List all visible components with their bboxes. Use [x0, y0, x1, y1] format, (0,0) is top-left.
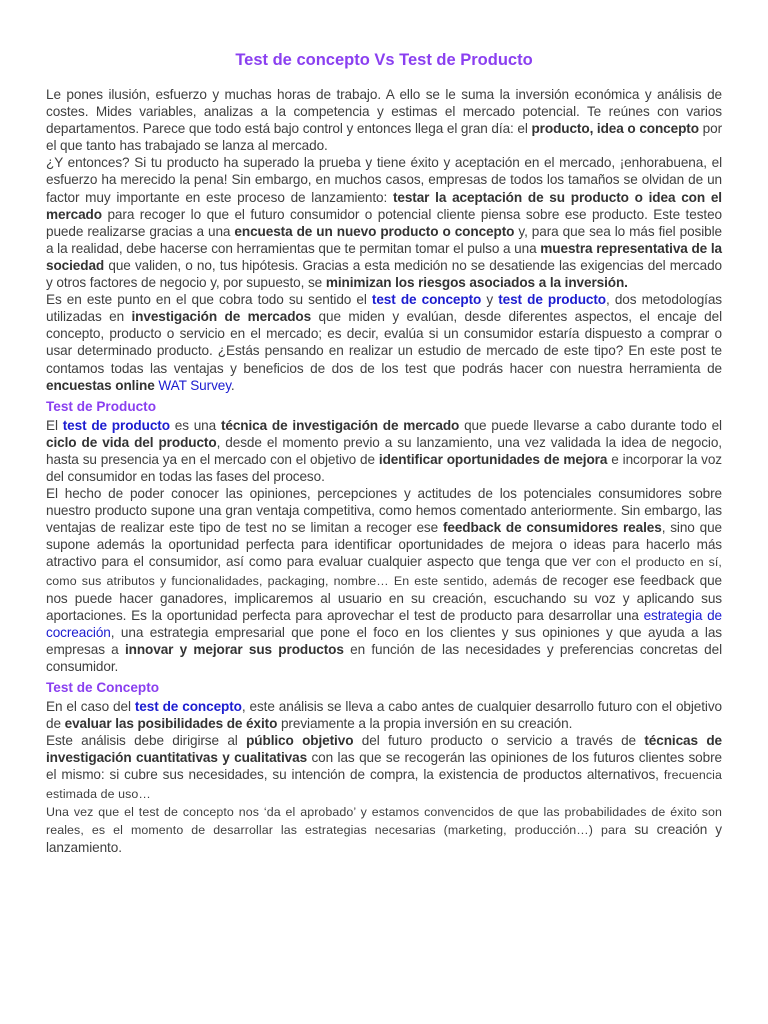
text-run: en función de las necesidades y preferencias concretas del consumidor. — [46, 641, 723, 674]
bold-text: testar la aceptación de su producto o idea con el mercado — [46, 189, 722, 222]
text-run: Este análisis debe dirigirse al — [46, 733, 247, 749]
text-run: , dos metodologías utilizadas en — [46, 292, 722, 325]
bold-text: público objetivo — [246, 733, 354, 749]
text-run: frecuencia estimada de uso… — [46, 768, 722, 801]
bold-text: encuesta de un nuevo producto o concepto — [234, 223, 515, 239]
link-test-de-concepto[interactable]: test de concepto — [134, 699, 242, 715]
text-run: El — [46, 417, 63, 433]
section-heading-test-de-concepto: Test de Concepto — [46, 680, 160, 696]
context-paragraph — [46, 154, 722, 291]
text-run: ¿Y entonces? Si tu producto ha superado la prueba y tiene éxito y aceptación en el mercado, ¡enhorabuena, el esfuerzo ha merecido la pena! Sin embargo, en muchos casos, empresas de todos los tamaños se olvidan de un factor muy importante en este proceso de lanzamiento: — [46, 155, 722, 205]
text-run: que validen, o no, tus hipótesis. Gracias a esta medición no se desatiende las exigencias del mercado y otros factores de negocio y, por supuesto, se — [46, 257, 722, 291]
bold-text: técnicas de investigación cuantitativas y cualitativas — [46, 733, 722, 766]
bold-text: encuestas online — [46, 377, 155, 393]
text-run: del futuro producto o servicio a través de — [353, 733, 645, 749]
text-run: En el caso del — [46, 699, 135, 715]
text-run: , una estrategia empresarial que pone el foco en los clientes y sus opiniones y que ayuda a las empresas a — [46, 624, 722, 657]
link-wat-survey[interactable]: WAT Survey — [158, 377, 231, 393]
text-run: con el producto en sí, como sus atributos y funcionalidades, packaging, nombre… En este sentido, además — [46, 555, 722, 588]
intro-paragraph — [46, 86, 722, 154]
link-test-de-producto[interactable]: test de producto — [498, 292, 607, 308]
methods-paragraph — [46, 291, 722, 394]
bold-text: ciclo de vida del producto — [46, 434, 217, 450]
text-run: es una — [169, 417, 221, 433]
bold-text: innovar y mejorar sus productos — [124, 641, 344, 657]
text-run: e incorporar la voz del consumidor en todas las fases del proceso. — [46, 451, 722, 484]
bold-text: investigación de mercados — [131, 309, 312, 325]
text-run: que miden y evalúan, desde diferentes aspectos, el encaje del concepto, producto o servicio en el mercado; es decir, evalúa si un consumidor estaría dispuesto a comprar o usar determinado producto. ¿Estás pensando en realizar un estudio de mercado de este tipo? En este post te contamos todas las ventajas y beneficios de dos de los test que podrás hacer con nuestra herramienta de — [46, 309, 722, 376]
text-run: para recoger lo que el futuro consumidor o potencial cliente piensa sobre ese producto. Este testeo puede realizarse gracias a una — [46, 206, 722, 239]
bold-text: minimizan los riesgos asociados a la inversión. — [325, 275, 628, 291]
bold-text: identificar oportunidades de mejora — [378, 451, 608, 467]
text-run: , desde el momento previo a su lanzamiento, una vez validada la idea de negocio, hasta su presencia ya en el mercado con el objetivo de — [46, 434, 722, 467]
link-estrategia-de-cocreacion[interactable]: estrategia de cocreación — [46, 607, 722, 640]
producto-paragraph-2 — [46, 485, 722, 675]
producto-paragraph-1 — [46, 417, 722, 485]
bold-text: técnica de investigación de mercado — [220, 417, 460, 433]
text-run: Le pones ilusión, esfuerzo y muchas horas de trabajo. A ello se le suma la inversión económica y análisis de costes. Mides variables, analizas a la competencia y estimas el mercado potencial. Te reúnes con varios departamentos. Parece que todo está bajo control y entonces llega el gran día: el — [46, 87, 722, 137]
concepto-paragraph-3 — [46, 803, 722, 856]
text-run: y — [481, 292, 499, 308]
text-run: con las que se recogerán las opiniones de los futuros clientes sobre el mismo: si cubre sus necesidades, su intención de compra, la existencia de productos alternativos, — [46, 750, 722, 783]
article-body — [46, 86, 722, 856]
text-run: que puede llevarse a cabo durante todo el — [459, 417, 722, 433]
bold-text: evaluar las posibilidades de éxito — [64, 716, 278, 732]
concepto-paragraph-2 — [46, 732, 722, 802]
text-run: previamente a la propia inversión en su creación. — [277, 716, 573, 732]
article-title: Test de concepto Vs Test de Producto — [235, 51, 533, 69]
bold-text: producto, idea o concepto — [531, 121, 699, 137]
text-run: , este análisis se lleva a cabo antes de cualquier desarrollo futuro con el objetivo de — [46, 699, 722, 732]
bold-text: muestra representativa de la sociedad — [46, 240, 723, 273]
text-run: El hecho de poder conocer las opiniones, percepciones y actitudes de los potenciales consumidores sobre nuestro producto supone una gran ventaja competitiva, como hemos comentado anteriormente. Sin embargo, las ventajas de realizar este tipo de test no se limitan a recoger ese — [46, 486, 722, 536]
text-run: y, para que sea lo más fiel posible a la realidad, debe hacerse con herramientas que te permitan tomar el pulso a una — [46, 223, 723, 256]
text-run: su creación y lanzamiento. — [46, 821, 722, 855]
link-test-de-producto[interactable]: test de producto — [62, 417, 170, 433]
text-run: de recoger ese feedback que nos puede hacer ganadores, implicaremos al usuario en su creación, escuchando su voz y aplicando sus aportaciones. Es la oportunidad perfecta para aprovechar el test de producto para desarrollar una — [46, 572, 722, 623]
bold-text: feedback de consumidores reales — [442, 520, 662, 536]
text-run: Una vez que el test de concepto nos ‘da el aprobado’ y estamos convencidos de que las probabilidades de éxito son reales, es el momento de desarrollar las estrategias necesarias (marketing, producción…) para — [46, 804, 722, 837]
text-run: . — [230, 377, 235, 393]
link-test-de-concepto[interactable]: test de concepto — [371, 292, 482, 308]
text-run: , sino que supone además la oportunidad perfecta para identificar oportunidades de mejora o ideas para hacerlo más atractivo para el consumidor, así como para evaluar cualquier aspecto que tenga que ver — [46, 520, 722, 570]
text-run: por el que tanto has trabajado se lanza al mercado. — [46, 121, 722, 154]
section-heading-test-de-producto: Test de Producto — [46, 398, 157, 414]
text-run: Es en este punto en el que cobra todo su sentido el — [46, 292, 372, 308]
concepto-paragraph-1 — [46, 698, 722, 732]
